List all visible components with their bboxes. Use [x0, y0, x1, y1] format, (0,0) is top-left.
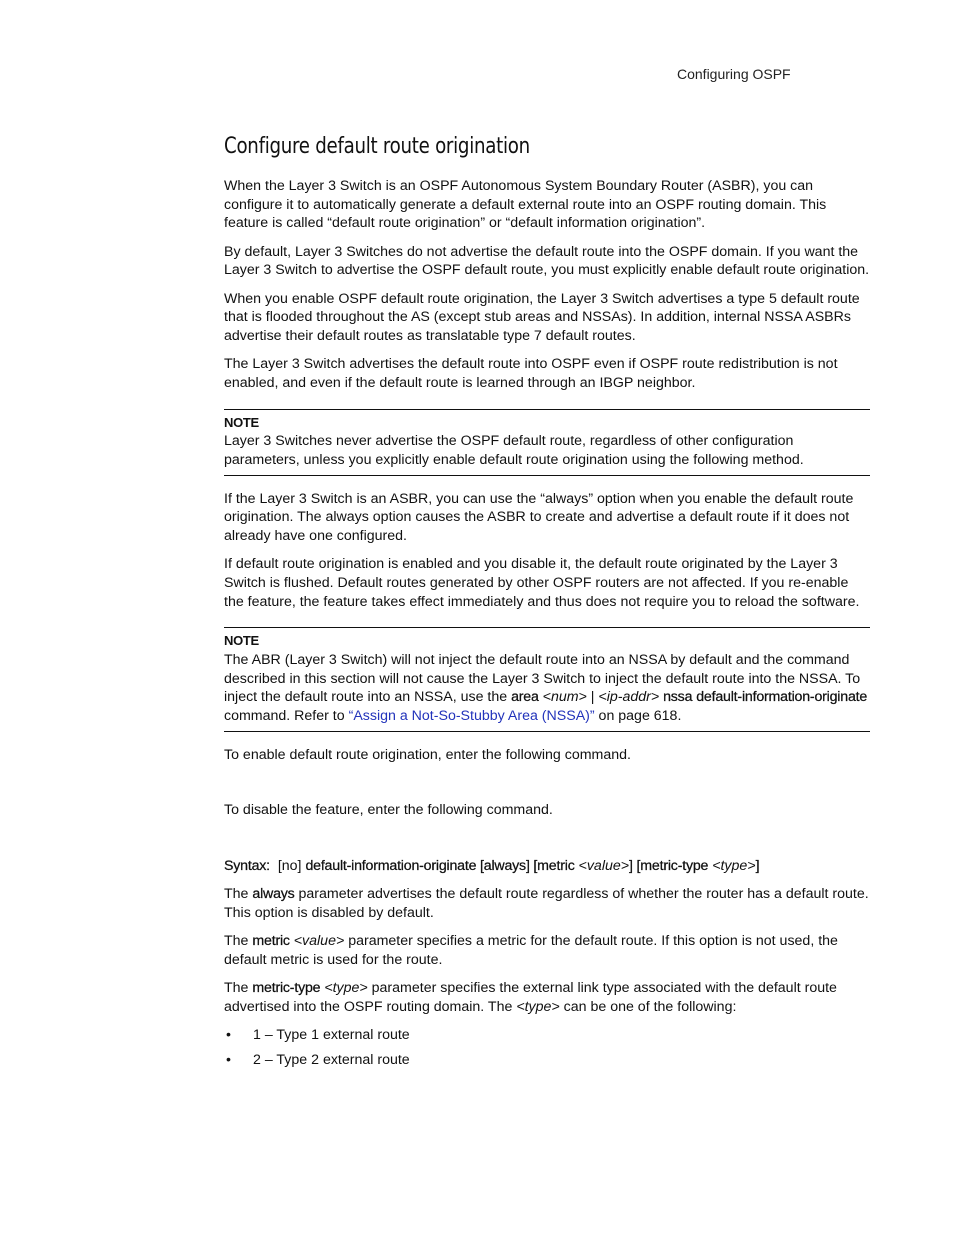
- syntax-command-2: ] [metric-type: [629, 858, 709, 875]
- syntax-label: Syntax:: [224, 858, 270, 875]
- keyword-metric-type: metric-type: [252, 980, 321, 997]
- note-box-2: [224, 627, 870, 732]
- paragraph-1: When the Layer 3 Switch is an OSPF Autonomous System Boundary Router (ASBR), you can configure it to automatically generate a default external route into an OSPF routing domain. This feature is called “default route origination” or “default information origination”.: [224, 178, 827, 232]
- text-part: can be one of the following:: [559, 999, 737, 1015]
- text-part: parameter advertises the default route regardless of whether the router has a default route. This option is disabled by default.: [224, 886, 869, 922]
- bullet-icon: •: [226, 1027, 231, 1044]
- arg-type: <type>: [324, 980, 368, 997]
- note-text: Layer 3 Switches never advertise the OSPF default route, regardless of other configuration parameters, unless you explicitly enable default route origination using the following method.: [224, 433, 804, 468]
- syntax-arg-type: <type>: [712, 858, 756, 875]
- pipe-separator: |: [586, 689, 599, 706]
- syntax-no: [no]: [277, 858, 302, 875]
- note-text-part: The ABR (Layer 3 Switch) will not inject the default route into an NSSA by default and the command described in this section will not cause the Layer 3 Switch to inject the default route into the NSSA. To inject the default route into an NSSA, use the: [224, 652, 861, 706]
- keyword-nssa: nssa: [663, 689, 693, 706]
- section-title: Configure default route origination: [224, 134, 530, 159]
- text-part: parameter specifies a metric for the default route. If this option is not used, the default metric is used for the route.: [224, 933, 838, 969]
- text-part: The: [224, 933, 253, 950]
- note-label: NOTE: [224, 633, 259, 649]
- note-text-part: on page 618.: [594, 708, 682, 725]
- cross-reference-link[interactable]: “Assign a Not-So-Stubby Area (NSSA)”: [348, 708, 595, 725]
- list-item-text: 2 – Type 2 external route: [253, 1051, 410, 1068]
- metric-type-list: [224, 1026, 870, 1069]
- keyword-always: always: [252, 886, 295, 903]
- always-description: [224, 885, 870, 922]
- text-part: The: [224, 886, 253, 903]
- spacer: [224, 829, 870, 857]
- arg-value: <value>: [293, 933, 345, 950]
- list-item-text: 1 – Type 1 external route: [253, 1027, 410, 1044]
- page-content: [224, 132, 870, 1076]
- syntax-arg-value: <value>: [578, 858, 630, 875]
- metric-type-description: [224, 979, 870, 1016]
- running-header: Configuring OSPF: [677, 66, 791, 82]
- note-text: [224, 651, 870, 726]
- paragraph-7: To enable default route origination, enter the following command.: [224, 746, 631, 763]
- list-item: [224, 1026, 870, 1045]
- keyword-metric: metric: [252, 933, 290, 950]
- spacer: [224, 774, 870, 801]
- paragraph-2: By default, Layer 3 Switches do not advertise the default route into the OSPF domain. If you want the Layer 3 Switch to advertise the OSPF default route, you must explicitly enable default route origination.: [224, 243, 870, 279]
- syntax-end: ]: [755, 858, 760, 875]
- paragraph-4: The Layer 3 Switch advertises the default route into OSPF even if OSPF route redistribution is not enabled, and even if the default route is learned through an IBGP neighbor.: [224, 356, 838, 391]
- keyword-area: area: [511, 689, 539, 706]
- arg-ip-addr: <ip-addr>: [598, 689, 660, 706]
- metric-description: [224, 932, 870, 969]
- keyword-default-information-originate: default-information-originate: [696, 689, 868, 706]
- note-text-part: command. Refer to: [224, 708, 349, 725]
- paragraph-5: If the Layer 3 Switch is an ASBR, you can use the “always” option when you enable the default route origination. The always option causes the ASBR to create and advertise a default route if it does not already have one configured.: [224, 490, 854, 545]
- note-label: NOTE: [224, 414, 259, 430]
- syntax-line: [224, 857, 870, 876]
- note-box-1: [224, 409, 870, 476]
- paragraph-3: When you enable OSPF default route origination, the Layer 3 Switch advertises a type 5 default route that is flooded throughout the AS (except stub areas and NSSAs). In addition, internal NSSA ASBRs advertise their default routes as translatable type 7 default routes.: [224, 290, 860, 344]
- bullet-icon: •: [226, 1051, 231, 1068]
- paragraph-6: If default route origination is enabled and you disable it, the default route originated by the Layer 3 Switch is flushed. Default routes generated by other OSPF routers are not affected. If you re-enable the feature, the feature takes effect immediately and thus does not require you to reload the software.: [224, 556, 860, 610]
- arg-type: <type>: [516, 999, 560, 1015]
- text-part: The: [224, 980, 253, 997]
- list-item: [224, 1051, 870, 1070]
- text-part: parameter specifies the external link type associated with the default route advertised into the OSPF routing domain. The: [224, 980, 837, 1015]
- arg-num: <num>: [542, 689, 587, 706]
- paragraph-8: To disable the feature, enter the following command.: [224, 802, 553, 819]
- syntax-command: default-information-originate [always] [metric: [305, 858, 575, 875]
